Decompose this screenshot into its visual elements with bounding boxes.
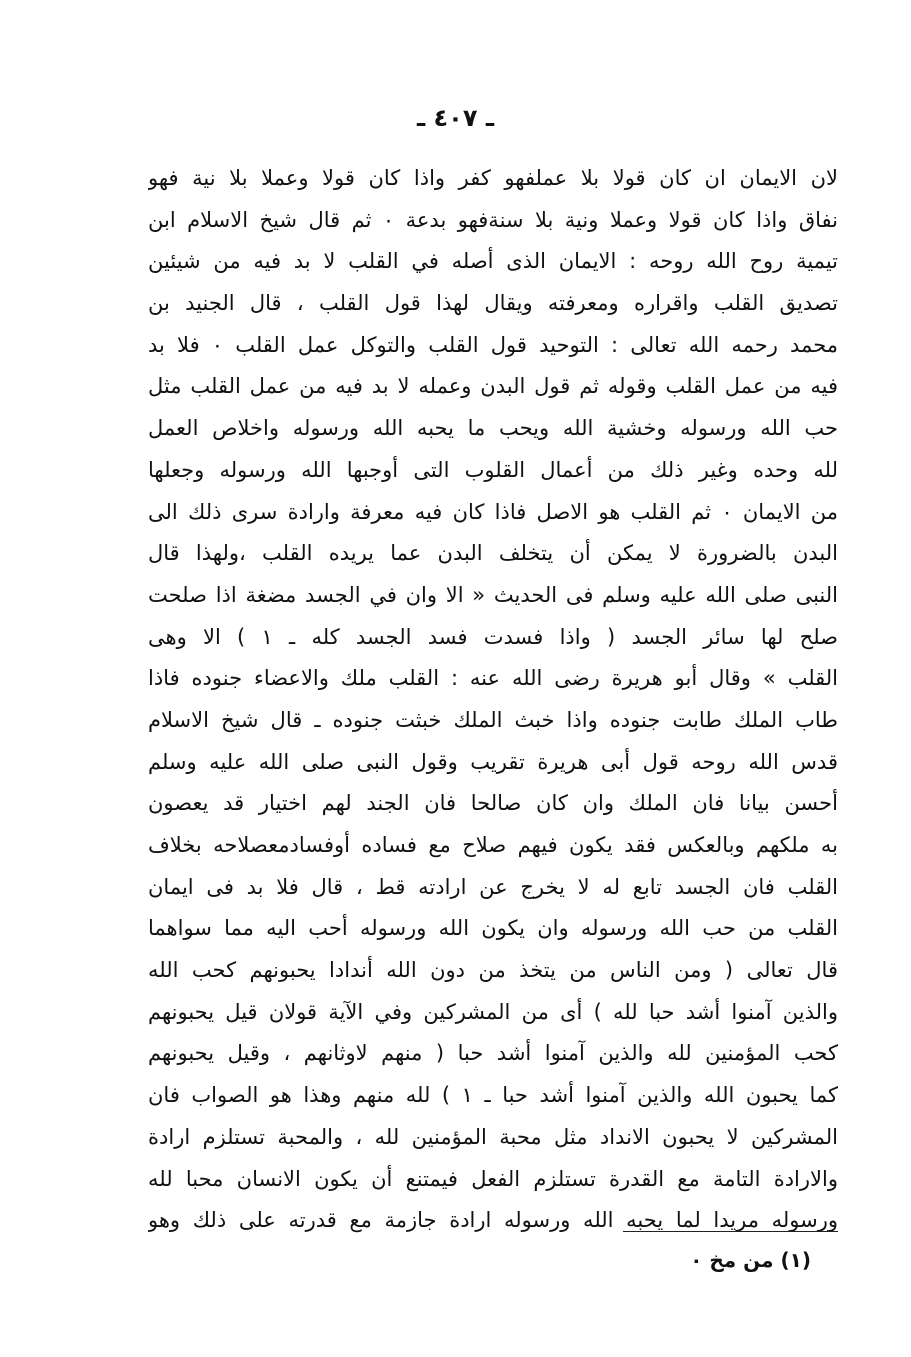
body-text — [148, 158, 838, 1242]
text-line: حب الله ورسوله وخشية الله ويحب ما يحبه الله ورسوله واخلاص العمل — [148, 416, 838, 441]
text-line: والارادة التامة مع القدرة تستلزم الفعل فيمتنع أن يكون الانسان محبا لله — [148, 1166, 838, 1191]
text-line: تصديق القلب واقراره ومعرفته ويقال لهذا قول القلب ، قال الجنيد بن — [148, 291, 838, 316]
footnote: (١) من مخ ٠ — [690, 1248, 811, 1272]
text-line: قدس الله روحه قول أبى هريرة تقريب وقول النبى صلى الله عليه وسلم — [148, 749, 838, 774]
text-line: كحب المؤمنين لله والذين آمنوا أشد حبا ( منهم لاوثانهم ، وقيل يحبونهم — [148, 1041, 838, 1066]
text-line: القلب من حب الله ورسوله وان يكون الله ورسوله أحب اليه مما سواهما — [148, 916, 838, 941]
text-line: البدن بالضرورة لا يمكن أن يتخلف البدن عما يريده القلب ،ولهذا قال — [148, 541, 838, 566]
text-line: طاب الملك طابت جنوده واذا خبث الملك خبثت جنوده ـ قال شيخ الاسلام — [148, 707, 838, 732]
footnote-divider — [623, 1231, 838, 1232]
text-line: كما يحبون الله والذين آمنوا أشد حبا ـ ١ ) لله منهم وهذا هو الصواب فان — [148, 1083, 838, 1108]
text-line: من الايمان ٠ ثم القلب هو الاصل فاذا كان فيه معرفة وارادة سرى ذلك الى — [148, 499, 838, 524]
text-line: المشركين لا يحبون الانداد مثل محبة المؤمنين لله ، والمحبة تستلزم ارادة — [148, 1124, 838, 1149]
text-line: ورسوله مريدا لما يحبه الله ورسوله ارادة جازمة مع قدرته على ذلك وهو — [148, 1208, 838, 1233]
text-line: والذين آمنوا أشد حبا لله ) أى من المشركين وفي الآية قولان قيل يحبونهم — [148, 999, 838, 1024]
text-line: صلح لها سائر الجسد ( واذا فسدت فسد الجسد كله ـ ١ ) الا وهى — [148, 624, 838, 649]
text-line: النبى صلى الله عليه وسلم فى الحديث « الا وان في الجسد مضغة اذا صلحت — [148, 582, 838, 607]
text-line: قال تعالى ( ومن الناس من يتخذ من دون الله أندادا يحبونهم كحب الله — [148, 958, 838, 983]
text-line: تيمية روح الله روحه : الايمان الذى أصله في القلب لا بد فيه من شيئين — [148, 249, 838, 274]
text-line: محمد رحمه الله تعالى : التوحيد قول القلب والتوكل عمل القلب ٠ فلا بد — [148, 332, 838, 357]
text-line: فيه من عمل القلب وقوله ثم قول البدن وعمله لا بد فيه من عمل القلب مثل — [148, 374, 838, 399]
page-number: ـ ٤٠٧ ـ — [416, 104, 495, 132]
text-line: نفاق واذا كان قولا وعملا ونية بلا سنةفهو بدعة ٠ ثم قال شيخ الاسلام ابن — [148, 207, 838, 232]
text-line: أحسن بيانا فان الملك وان كان صالحا فان الجند لهم اختيار قد يعصون — [148, 791, 838, 816]
text-line: لان الايمان ان كان قولا بلا عملفهو كفر واذا كان قولا وعملا بلا نية فهو — [148, 166, 838, 190]
text-line: به ملكهم وبالعكس فقد يكون فيهم صلاح مع فساده أوفسادمعصلاحه بخلاف — [148, 833, 838, 857]
text-line: لله وحده وغير ذلك من أعمال القلوب التى أوجبها الله ورسوله وجعلها — [148, 457, 838, 482]
text-line: القلب فان الجسد تابع له لا يخرج عن ارادته قط ، قال فلا بد فى ايمان — [148, 874, 838, 899]
text-line: القلب » وقال أبو هريرة رضى الله عنه : القلب ملك والاعضاء جنوده فاذا — [148, 666, 838, 691]
